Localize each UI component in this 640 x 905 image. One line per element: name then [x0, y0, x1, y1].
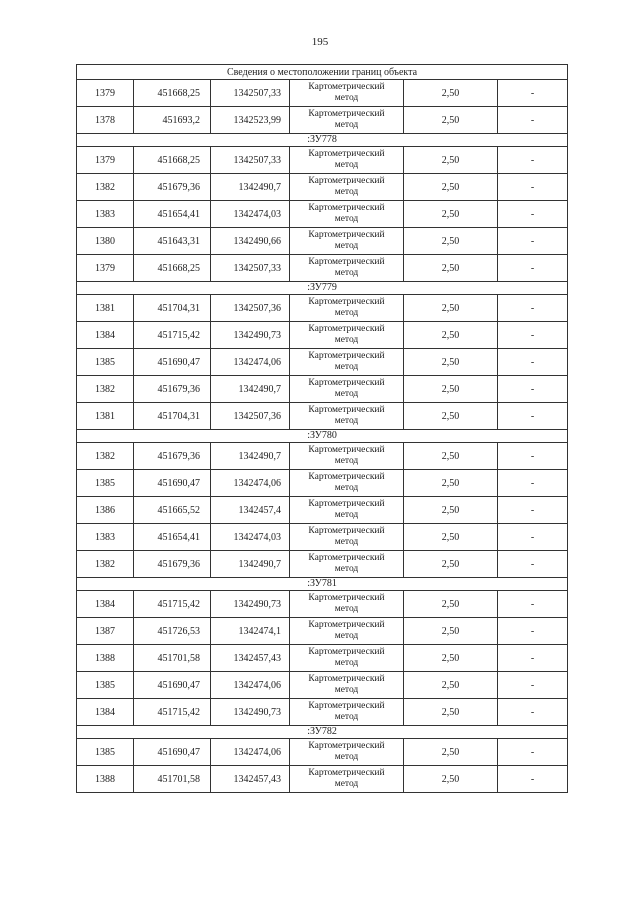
method-line-2: метод	[334, 685, 359, 695]
accuracy-cell: 2,50	[404, 322, 498, 349]
method-cell	[290, 147, 404, 174]
accuracy-cell: 2,50	[404, 766, 498, 793]
accuracy-cell: 2,50	[404, 443, 498, 470]
boundary-coordinates-table	[76, 64, 568, 793]
method-line-1: Картометрический	[308, 741, 385, 751]
y-coordinate-cell: 1342474,06	[211, 349, 290, 376]
note-cell: -	[498, 551, 568, 578]
table-row	[77, 645, 568, 672]
accuracy-cell: 2,50	[404, 645, 498, 672]
y-coordinate-cell: 1342474,03	[211, 524, 290, 551]
x-coordinate-cell: 451726,53	[134, 618, 211, 645]
method-line-1: Картометрический	[308, 149, 385, 159]
point-number-cell: 1386	[77, 497, 134, 524]
note-cell: -	[498, 645, 568, 672]
accuracy-cell: 2,50	[404, 699, 498, 726]
method-line-2: метод	[334, 241, 359, 251]
x-coordinate-cell: 451715,42	[134, 322, 211, 349]
y-coordinate-cell: 1342490,7	[211, 443, 290, 470]
method-cell	[290, 80, 404, 107]
x-coordinate-cell: 451690,47	[134, 470, 211, 497]
accuracy-cell: 2,50	[404, 349, 498, 376]
x-coordinate-cell: 451704,31	[134, 295, 211, 322]
method-line-1: Картометрический	[308, 257, 385, 267]
x-coordinate-cell: 451668,25	[134, 80, 211, 107]
method-line-2: метод	[334, 658, 359, 668]
y-coordinate-cell: 1342490,73	[211, 591, 290, 618]
y-coordinate-cell: 1342474,03	[211, 201, 290, 228]
note-cell: -	[498, 591, 568, 618]
accuracy-cell: 2,50	[404, 618, 498, 645]
y-coordinate-cell: 1342490,7	[211, 376, 290, 403]
method-line-1: Картометрический	[308, 499, 385, 509]
table-row	[77, 174, 568, 201]
method-cell	[290, 295, 404, 322]
note-cell: -	[498, 618, 568, 645]
table-row	[77, 497, 568, 524]
table-row	[77, 739, 568, 766]
accuracy-cell: 2,50	[404, 739, 498, 766]
method-line-1: Картометрический	[308, 593, 385, 603]
point-number-cell: 1384	[77, 591, 134, 618]
point-number-cell: 1379	[77, 147, 134, 174]
table-row	[77, 618, 568, 645]
method-line-2: метод	[334, 631, 359, 641]
point-number-cell: 1388	[77, 766, 134, 793]
y-coordinate-cell: 1342507,36	[211, 295, 290, 322]
note-cell: -	[498, 255, 568, 282]
section-header-row	[77, 578, 568, 591]
method-line-2: метод	[334, 120, 359, 130]
method-cell	[290, 107, 404, 134]
accuracy-cell: 2,50	[404, 147, 498, 174]
point-number-cell: 1378	[77, 107, 134, 134]
method-line-2: метод	[334, 604, 359, 614]
point-number-cell: 1385	[77, 739, 134, 766]
point-number-cell: 1385	[77, 470, 134, 497]
x-coordinate-cell: 451690,47	[134, 739, 211, 766]
method-line-1: Картометрический	[308, 109, 385, 119]
y-coordinate-cell: 1342490,66	[211, 228, 290, 255]
method-cell	[290, 349, 404, 376]
table-row	[77, 699, 568, 726]
table-row	[77, 322, 568, 349]
method-line-2: метод	[334, 187, 359, 197]
y-coordinate-cell: 1342457,4	[211, 497, 290, 524]
table-row	[77, 80, 568, 107]
method-cell	[290, 403, 404, 430]
section-label: :ЗУ778	[77, 134, 568, 147]
table-row	[77, 591, 568, 618]
accuracy-cell: 2,50	[404, 255, 498, 282]
point-number-cell: 1385	[77, 349, 134, 376]
x-coordinate-cell: 451715,42	[134, 699, 211, 726]
method-line-2: метод	[334, 712, 359, 722]
note-cell: -	[498, 80, 568, 107]
y-coordinate-cell: 1342474,1	[211, 618, 290, 645]
point-number-cell: 1384	[77, 322, 134, 349]
table-title: Сведения о местоположении границ объекта	[77, 65, 568, 80]
note-cell: -	[498, 497, 568, 524]
y-coordinate-cell: 1342474,06	[211, 739, 290, 766]
accuracy-cell: 2,50	[404, 376, 498, 403]
accuracy-cell: 2,50	[404, 497, 498, 524]
table-row	[77, 147, 568, 174]
method-cell	[290, 618, 404, 645]
note-cell: -	[498, 739, 568, 766]
note-cell: -	[498, 174, 568, 201]
accuracy-cell: 2,50	[404, 174, 498, 201]
x-coordinate-cell: 451668,25	[134, 255, 211, 282]
method-cell	[290, 470, 404, 497]
method-cell	[290, 739, 404, 766]
section-header-row	[77, 726, 568, 739]
y-coordinate-cell: 1342474,06	[211, 470, 290, 497]
method-line-2: метод	[334, 389, 359, 399]
y-coordinate-cell: 1342507,36	[211, 403, 290, 430]
table-row	[77, 551, 568, 578]
method-line-2: метод	[334, 362, 359, 372]
table-row	[77, 228, 568, 255]
method-line-2: метод	[334, 537, 359, 547]
note-cell: -	[498, 147, 568, 174]
method-cell	[290, 551, 404, 578]
note-cell: -	[498, 403, 568, 430]
method-cell	[290, 322, 404, 349]
method-cell	[290, 524, 404, 551]
point-number-cell: 1383	[77, 524, 134, 551]
method-cell	[290, 591, 404, 618]
method-cell	[290, 443, 404, 470]
method-line-1: Картометрический	[308, 176, 385, 186]
method-cell	[290, 766, 404, 793]
method-line-2: метод	[334, 335, 359, 345]
x-coordinate-cell: 451693,2	[134, 107, 211, 134]
point-number-cell: 1382	[77, 443, 134, 470]
method-cell	[290, 699, 404, 726]
point-number-cell: 1382	[77, 174, 134, 201]
point-number-cell: 1383	[77, 201, 134, 228]
x-coordinate-cell: 451690,47	[134, 349, 211, 376]
table-row	[77, 672, 568, 699]
y-coordinate-cell: 1342507,33	[211, 147, 290, 174]
x-coordinate-cell: 451665,52	[134, 497, 211, 524]
x-coordinate-cell: 451679,36	[134, 376, 211, 403]
section-label: :ЗУ782	[77, 726, 568, 739]
point-number-cell: 1387	[77, 618, 134, 645]
accuracy-cell: 2,50	[404, 295, 498, 322]
table-row	[77, 443, 568, 470]
section-label: :ЗУ779	[77, 282, 568, 295]
table-row	[77, 470, 568, 497]
method-line-1: Картометрический	[308, 297, 385, 307]
table-title-row	[77, 65, 568, 80]
table-row	[77, 766, 568, 793]
method-line-1: Картометрический	[308, 445, 385, 455]
method-line-1: Картометрический	[308, 324, 385, 334]
method-cell	[290, 255, 404, 282]
y-coordinate-cell: 1342490,73	[211, 699, 290, 726]
x-coordinate-cell: 451654,41	[134, 524, 211, 551]
y-coordinate-cell: 1342507,33	[211, 255, 290, 282]
point-number-cell: 1382	[77, 551, 134, 578]
method-line-2: метод	[334, 214, 359, 224]
x-coordinate-cell: 451715,42	[134, 591, 211, 618]
method-line-2: метод	[334, 483, 359, 493]
method-line-1: Картометрический	[308, 82, 385, 92]
x-coordinate-cell: 451704,31	[134, 403, 211, 430]
accuracy-cell: 2,50	[404, 403, 498, 430]
section-header-row	[77, 282, 568, 295]
x-coordinate-cell: 451679,36	[134, 174, 211, 201]
method-line-2: метод	[334, 564, 359, 574]
method-line-2: метод	[334, 752, 359, 762]
method-line-1: Картометрический	[308, 526, 385, 536]
x-coordinate-cell: 451690,47	[134, 672, 211, 699]
method-line-2: метод	[334, 510, 359, 520]
method-line-1: Картометрический	[308, 647, 385, 657]
y-coordinate-cell: 1342490,73	[211, 322, 290, 349]
method-line-1: Картометрический	[308, 701, 385, 711]
accuracy-cell: 2,50	[404, 551, 498, 578]
note-cell: -	[498, 295, 568, 322]
note-cell: -	[498, 672, 568, 699]
method-cell	[290, 201, 404, 228]
accuracy-cell: 2,50	[404, 228, 498, 255]
method-cell	[290, 672, 404, 699]
accuracy-cell: 2,50	[404, 201, 498, 228]
table-row	[77, 107, 568, 134]
accuracy-cell: 2,50	[404, 524, 498, 551]
note-cell: -	[498, 524, 568, 551]
point-number-cell: 1380	[77, 228, 134, 255]
method-line-2: метод	[334, 456, 359, 466]
note-cell: -	[498, 766, 568, 793]
method-line-1: Картометрический	[308, 351, 385, 361]
note-cell: -	[498, 699, 568, 726]
x-coordinate-cell: 451643,31	[134, 228, 211, 255]
note-cell: -	[498, 322, 568, 349]
table-row	[77, 349, 568, 376]
note-cell: -	[498, 376, 568, 403]
accuracy-cell: 2,50	[404, 107, 498, 134]
note-cell: -	[498, 107, 568, 134]
section-header-row	[77, 430, 568, 443]
y-coordinate-cell: 1342490,7	[211, 174, 290, 201]
section-header-row	[77, 134, 568, 147]
point-number-cell: 1381	[77, 295, 134, 322]
page-number: 195	[311, 36, 329, 48]
method-line-1: Картометрический	[308, 405, 385, 415]
point-number-cell: 1384	[77, 699, 134, 726]
point-number-cell: 1381	[77, 403, 134, 430]
table-row	[77, 403, 568, 430]
method-cell	[290, 376, 404, 403]
y-coordinate-cell: 1342507,33	[211, 80, 290, 107]
note-cell: -	[498, 443, 568, 470]
method-line-2: метод	[334, 268, 359, 278]
section-label: :ЗУ780	[77, 430, 568, 443]
y-coordinate-cell: 1342474,06	[211, 672, 290, 699]
accuracy-cell: 2,50	[404, 672, 498, 699]
section-label: :ЗУ781	[77, 578, 568, 591]
y-coordinate-cell: 1342457,43	[211, 766, 290, 793]
y-coordinate-cell: 1342457,43	[211, 645, 290, 672]
method-line-1: Картометрический	[308, 472, 385, 482]
point-number-cell: 1388	[77, 645, 134, 672]
method-line-2: метод	[334, 308, 359, 318]
method-line-1: Картометрический	[308, 674, 385, 684]
method-line-2: метод	[334, 93, 359, 103]
method-cell	[290, 174, 404, 201]
point-number-cell: 1382	[77, 376, 134, 403]
method-cell	[290, 228, 404, 255]
x-coordinate-cell: 451701,58	[134, 645, 211, 672]
point-number-cell: 1379	[77, 255, 134, 282]
table-row	[77, 255, 568, 282]
method-line-2: метод	[334, 416, 359, 426]
note-cell: -	[498, 201, 568, 228]
table-row	[77, 376, 568, 403]
method-line-2: метод	[334, 779, 359, 789]
table-row	[77, 201, 568, 228]
method-cell	[290, 645, 404, 672]
note-cell: -	[498, 228, 568, 255]
accuracy-cell: 2,50	[404, 591, 498, 618]
point-number-cell: 1379	[77, 80, 134, 107]
x-coordinate-cell: 451701,58	[134, 766, 211, 793]
method-line-2: метод	[334, 160, 359, 170]
accuracy-cell: 2,50	[404, 470, 498, 497]
y-coordinate-cell: 1342490,7	[211, 551, 290, 578]
method-line-1: Картометрический	[308, 378, 385, 388]
method-line-1: Картометрический	[308, 620, 385, 630]
table-row	[77, 295, 568, 322]
method-cell	[290, 497, 404, 524]
accuracy-cell: 2,50	[404, 80, 498, 107]
method-line-1: Картометрический	[308, 203, 385, 213]
table-row	[77, 524, 568, 551]
y-coordinate-cell: 1342523,99	[211, 107, 290, 134]
x-coordinate-cell: 451679,36	[134, 551, 211, 578]
x-coordinate-cell: 451679,36	[134, 443, 211, 470]
note-cell: -	[498, 470, 568, 497]
method-line-1: Картометрический	[308, 768, 385, 778]
method-line-1: Картометрический	[308, 553, 385, 563]
method-line-1: Картометрический	[308, 230, 385, 240]
note-cell: -	[498, 349, 568, 376]
x-coordinate-cell: 451654,41	[134, 201, 211, 228]
point-number-cell: 1385	[77, 672, 134, 699]
x-coordinate-cell: 451668,25	[134, 147, 211, 174]
